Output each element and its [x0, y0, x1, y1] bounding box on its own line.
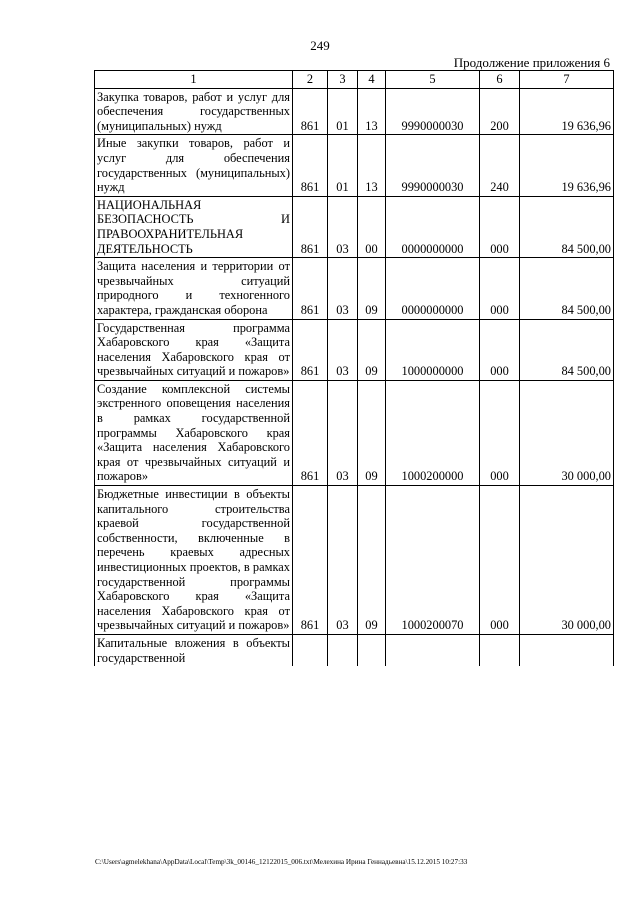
row-code-5: 1000200070 — [386, 486, 480, 635]
continuation-title: Продолжение приложения 6 — [453, 55, 610, 70]
column-header: 7 — [520, 71, 614, 89]
table-row — [95, 486, 614, 635]
row-code-3 — [328, 634, 358, 666]
row-name: Защита населения и территории от чрезвычайных ситуаций природного и техногенного характера, гражданская оборона — [95, 258, 293, 319]
table-row — [95, 380, 614, 485]
table-row — [95, 88, 614, 135]
row-code-5: 0000000000 — [386, 196, 480, 257]
row-name: Создание комплексной системы экстренного оповещения населения в рамках государственной программы Хабаровского края «Защита населения Хабаровского края от чрезвычайных ситуаций и пожаров» — [95, 380, 293, 485]
row-code-4 — [358, 634, 386, 666]
row-code-2: 861 — [293, 258, 328, 319]
table-row — [95, 258, 614, 319]
row-amount — [520, 634, 614, 666]
row-name: Капитальные вложения в объекты государственной — [95, 634, 293, 666]
column-header: 2 — [293, 71, 328, 89]
row-code-6: 200 — [480, 88, 520, 135]
page-number: 249 — [310, 38, 330, 53]
row-amount: 30 000,00 — [520, 486, 614, 635]
table-row — [95, 135, 614, 196]
row-code-3: 03 — [328, 258, 358, 319]
row-amount: 84 500,00 — [520, 196, 614, 257]
row-code-5: 9990000030 — [386, 88, 480, 135]
table-row — [95, 319, 614, 380]
row-code-5: 9990000030 — [386, 135, 480, 196]
row-code-2: 861 — [293, 196, 328, 257]
row-amount: 84 500,00 — [520, 258, 614, 319]
row-code-4: 09 — [358, 486, 386, 635]
row-code-4: 13 — [358, 88, 386, 135]
row-code-5: 1000200000 — [386, 380, 480, 485]
table-row — [95, 196, 614, 257]
row-code-2: 861 — [293, 319, 328, 380]
row-code-2: 861 — [293, 135, 328, 196]
row-code-3: 03 — [328, 319, 358, 380]
row-amount: 19 636,96 — [520, 135, 614, 196]
row-code-3: 03 — [328, 486, 358, 635]
row-code-4: 00 — [358, 196, 386, 257]
column-header: 4 — [358, 71, 386, 89]
row-name: Бюджетные инвестиции в объекты капитального строительства краевой государственной собственности, включенные в перечень краевых адресных инвестиционных проектов, в рамках государственной программы Хабаровского края «Защита населения Хабаровского края от чрезвычайных ситуаций и пожаров» — [95, 486, 293, 635]
row-code-6: 240 — [480, 135, 520, 196]
budget-table — [94, 70, 614, 666]
row-code-3: 03 — [328, 196, 358, 257]
row-code-4: 09 — [358, 319, 386, 380]
row-code-2: 861 — [293, 88, 328, 135]
row-code-3: 01 — [328, 135, 358, 196]
row-code-2: 861 — [293, 486, 328, 635]
row-code-6: 000 — [480, 486, 520, 635]
column-header: 3 — [328, 71, 358, 89]
row-code-5 — [386, 634, 480, 666]
row-code-3: 01 — [328, 88, 358, 135]
row-code-5: 1000000000 — [386, 319, 480, 380]
row-amount: 30 000,00 — [520, 380, 614, 485]
row-name: Государственная программа Хабаровского края «Защита населения Хабаровского края от чрезвычайных ситуаций и пожаров» — [95, 319, 293, 380]
row-code-3: 03 — [328, 380, 358, 485]
row-code-6: 000 — [480, 319, 520, 380]
row-code-6 — [480, 634, 520, 666]
row-code-4: 09 — [358, 258, 386, 319]
row-code-4: 13 — [358, 135, 386, 196]
row-amount: 84 500,00 — [520, 319, 614, 380]
row-code-6: 000 — [480, 258, 520, 319]
row-name: Закупка товаров, работ и услуг для обеспечения государственных (муниципальных) нужд — [95, 88, 293, 135]
row-code-6: 000 — [480, 380, 520, 485]
row-name: Иные закупки товаров, работ и услуг для обеспечения государственных (муниципальных) нужд — [95, 135, 293, 196]
column-header: 5 — [386, 71, 480, 89]
table-row — [95, 634, 614, 666]
row-code-5: 0000000000 — [386, 258, 480, 319]
row-name: НАЦИОНАЛЬНАЯ БЕЗОПАСНОСТЬ И ПРАВООХРАНИТЕЛЬНАЯ ДЕЯТЕЛЬНОСТЬ — [95, 196, 293, 257]
footer-file-path: C:\Users\agmelekhana\AppData\Local\Temp\3k_00146_12122015_006.txt\Мелехина Ирина Геннадьевна\15.12.2015 10:27:33 — [95, 858, 468, 866]
row-code-6: 000 — [480, 196, 520, 257]
row-amount: 19 636,96 — [520, 88, 614, 135]
column-header: 6 — [480, 71, 520, 89]
row-code-2: 861 — [293, 380, 328, 485]
row-code-4: 09 — [358, 380, 386, 485]
table-header-row — [95, 71, 614, 89]
row-code-2 — [293, 634, 328, 666]
column-header: 1 — [95, 71, 293, 89]
